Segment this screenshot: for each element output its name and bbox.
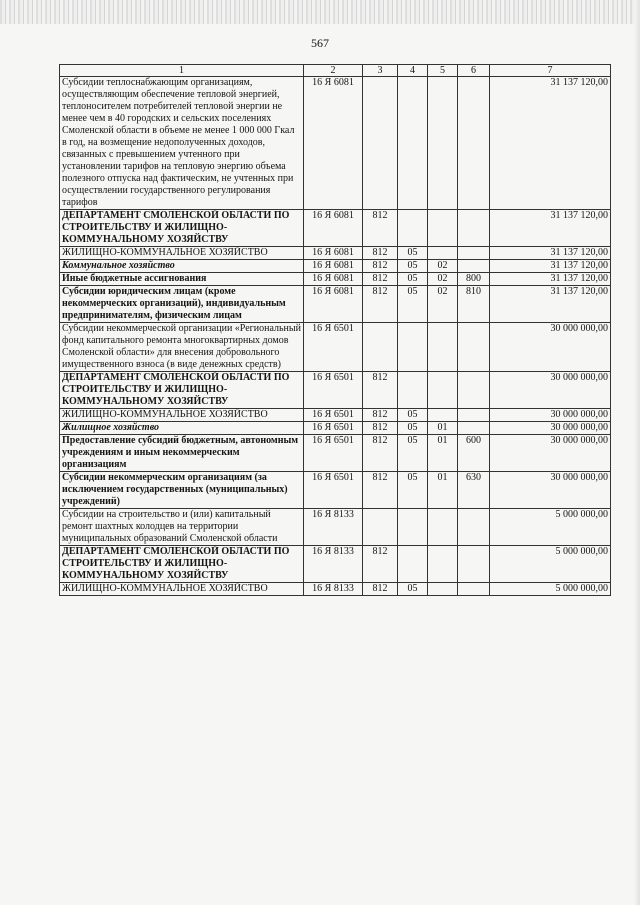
amount-cell: 5 000 000,00: [490, 546, 611, 583]
table-row: [60, 210, 611, 247]
target-article-cell: 16 Я 8133: [304, 546, 363, 583]
section-cell: 05: [398, 260, 428, 273]
table-row: [60, 422, 611, 435]
admin-code-cell: [363, 509, 398, 546]
section-cell: 05: [398, 435, 428, 472]
target-article-cell: 16 Я 6501: [304, 472, 363, 509]
table-row: [60, 77, 611, 210]
subsection-cell: 02: [428, 260, 458, 273]
amount-cell: 31 137 120,00: [490, 273, 611, 286]
admin-code-cell: 812: [363, 286, 398, 323]
table-header-row: [60, 65, 611, 77]
section-cell: 05: [398, 409, 428, 422]
amount-cell: 30 000 000,00: [490, 372, 611, 409]
amount-cell: 30 000 000,00: [490, 323, 611, 372]
expense-type-cell: [458, 77, 490, 210]
section-cell: [398, 509, 428, 546]
target-article-cell: 16 Я 6081: [304, 247, 363, 260]
row-name-cell: ДЕПАРТАМЕНТ СМОЛЕНСКОЙ ОБЛАСТИ ПО СТРОИТЕЛЬСТВУ И ЖИЛИЩНО-КОММУНАЛЬНОМУ ХОЗЯЙСТВУ: [60, 372, 304, 409]
amount-cell: 31 137 120,00: [490, 210, 611, 247]
subsection-cell: [428, 372, 458, 409]
scan-edge-shadow: [634, 0, 640, 905]
admin-code-cell: 812: [363, 210, 398, 247]
expense-type-cell: [458, 422, 490, 435]
amount-cell: 30 000 000,00: [490, 409, 611, 422]
admin-code-cell: 812: [363, 247, 398, 260]
row-name-cell: ЖИЛИЩНО-КОММУНАЛЬНОЕ ХОЗЯЙСТВО: [60, 409, 304, 422]
header-col-4: 4: [398, 65, 428, 77]
target-article-cell: 16 Я 6081: [304, 210, 363, 247]
header-col-2: 2: [304, 65, 363, 77]
table-row: [60, 509, 611, 546]
row-name-cell: Субсидии некоммерческим организациям (за исключением государственных (муниципальных) учреждений): [60, 472, 304, 509]
admin-code-cell: 812: [363, 435, 398, 472]
target-article-cell: 16 Я 8133: [304, 583, 363, 596]
amount-cell: 31 137 120,00: [490, 247, 611, 260]
row-name-cell: Коммунальное хозяйство: [60, 260, 304, 273]
section-cell: 05: [398, 273, 428, 286]
table-row: [60, 323, 611, 372]
expense-type-cell: [458, 546, 490, 583]
amount-cell: 31 137 120,00: [490, 260, 611, 273]
target-article-cell: 16 Я 6081: [304, 273, 363, 286]
expense-type-cell: 800: [458, 273, 490, 286]
page-number: 567: [311, 36, 329, 50]
section-cell: [398, 210, 428, 247]
section-cell: 05: [398, 286, 428, 323]
target-article-cell: 16 Я 8133: [304, 509, 363, 546]
row-name-cell: ДЕПАРТАМЕНТ СМОЛЕНСКОЙ ОБЛАСТИ ПО СТРОИТЕЛЬСТВУ И ЖИЛИЩНО-КОММУНАЛЬНОМУ ХОЗЯЙСТВУ: [60, 210, 304, 247]
section-cell: [398, 546, 428, 583]
target-article-cell: 16 Я 6501: [304, 323, 363, 372]
expense-type-cell: [458, 323, 490, 372]
header-col-7: 7: [490, 65, 611, 77]
header-col-5: 5: [428, 65, 458, 77]
amount-cell: 30 000 000,00: [490, 472, 611, 509]
amount-cell: 31 137 120,00: [490, 77, 611, 210]
row-name-cell: Иные бюджетные ассигнования: [60, 273, 304, 286]
admin-code-cell: [363, 77, 398, 210]
target-article-cell: 16 Я 6501: [304, 372, 363, 409]
table-row: [60, 435, 611, 472]
subsection-cell: [428, 546, 458, 583]
subsection-cell: 02: [428, 286, 458, 323]
subsection-cell: [428, 509, 458, 546]
table-row: [60, 583, 611, 596]
target-article-cell: 16 Я 6081: [304, 260, 363, 273]
row-name-cell: Субсидии на строительство и (или) капитальный ремонт шахтных колодцев на территории муниципальных образований Смоленской области: [60, 509, 304, 546]
row-name-cell: Жилищное хозяйство: [60, 422, 304, 435]
section-cell: [398, 372, 428, 409]
table-row: [60, 546, 611, 583]
amount-cell: 30 000 000,00: [490, 435, 611, 472]
subsection-cell: [428, 323, 458, 372]
admin-code-cell: [363, 323, 398, 372]
subsection-cell: [428, 409, 458, 422]
admin-code-cell: 812: [363, 372, 398, 409]
expense-type-cell: [458, 247, 490, 260]
scan-noise-top: [0, 0, 640, 24]
admin-code-cell: 812: [363, 422, 398, 435]
admin-code-cell: 812: [363, 409, 398, 422]
expense-type-cell: [458, 583, 490, 596]
header-col-6: 6: [458, 65, 490, 77]
target-article-cell: 16 Я 6501: [304, 435, 363, 472]
subsection-cell: 01: [428, 435, 458, 472]
section-cell: 05: [398, 422, 428, 435]
row-name-cell: Субсидии юридическим лицам (кроме некоммерческих организаций), индивидуальным предпринимателям, физическим лицам: [60, 286, 304, 323]
table-row: [60, 247, 611, 260]
header-col-3: 3: [363, 65, 398, 77]
row-name-cell: Субсидии теплоснабжающим организациям, осуществляющим обеспечение тепловой энергией, теплоносителем потребителей тепловой энергии не менее чем в 40 городских и сельских поселениях Смоленской области в объеме не менее 1 000 000 Гкал в год, на возмещение недополученных доходов, связанных с превышением учтенного при установлении тарифов на тепловую энергию объема полезного отпуска над фактическим, не учтенных при осуществлении государственного регулирования тарифов: [60, 77, 304, 210]
row-name-cell: Субсидии некоммерческой организации «Региональный фонд капитального ремонта многоквартирных домов Смоленской области» для внесения добровольного имущественного взноса (в виде денежных средств): [60, 323, 304, 372]
row-name-cell: Предоставление субсидий бюджетным, автономным учреждениям и иным некоммерческим организациям: [60, 435, 304, 472]
table-row: [60, 409, 611, 422]
row-name-cell: ЖИЛИЩНО-КОММУНАЛЬНОЕ ХОЗЯЙСТВО: [60, 583, 304, 596]
admin-code-cell: 812: [363, 583, 398, 596]
amount-cell: 30 000 000,00: [490, 422, 611, 435]
table-row: [60, 372, 611, 409]
table-body: [60, 65, 611, 596]
target-article-cell: 16 Я 6501: [304, 422, 363, 435]
header-col-1: 1: [60, 65, 304, 77]
subsection-cell: [428, 583, 458, 596]
subsection-cell: 01: [428, 422, 458, 435]
budget-table: [59, 64, 611, 596]
amount-cell: 5 000 000,00: [490, 509, 611, 546]
target-article-cell: 16 Я 6501: [304, 409, 363, 422]
expense-type-cell: [458, 210, 490, 247]
expense-type-cell: 810: [458, 286, 490, 323]
expense-type-cell: [458, 260, 490, 273]
section-cell: [398, 323, 428, 372]
table-row: [60, 260, 611, 273]
amount-cell: 5 000 000,00: [490, 583, 611, 596]
subsection-cell: 02: [428, 273, 458, 286]
expense-type-cell: [458, 509, 490, 546]
section-cell: 05: [398, 472, 428, 509]
admin-code-cell: 812: [363, 260, 398, 273]
subsection-cell: [428, 77, 458, 210]
subsection-cell: [428, 247, 458, 260]
table-row: [60, 472, 611, 509]
expense-type-cell: 630: [458, 472, 490, 509]
section-cell: [398, 77, 428, 210]
target-article-cell: 16 Я 6081: [304, 77, 363, 210]
subsection-cell: [428, 210, 458, 247]
amount-cell: 31 137 120,00: [490, 286, 611, 323]
admin-code-cell: 812: [363, 472, 398, 509]
expense-type-cell: [458, 409, 490, 422]
expense-type-cell: [458, 372, 490, 409]
target-article-cell: 16 Я 6081: [304, 286, 363, 323]
section-cell: 05: [398, 583, 428, 596]
admin-code-cell: 812: [363, 546, 398, 583]
table-row: [60, 286, 611, 323]
subsection-cell: 01: [428, 472, 458, 509]
section-cell: 05: [398, 247, 428, 260]
expense-type-cell: 600: [458, 435, 490, 472]
table-row: [60, 273, 611, 286]
row-name-cell: ДЕПАРТАМЕНТ СМОЛЕНСКОЙ ОБЛАСТИ ПО СТРОИТЕЛЬСТВУ И ЖИЛИЩНО-КОММУНАЛЬНОМУ ХОЗЯЙСТВУ: [60, 546, 304, 583]
row-name-cell: ЖИЛИЩНО-КОММУНАЛЬНОЕ ХОЗЯЙСТВО: [60, 247, 304, 260]
admin-code-cell: 812: [363, 273, 398, 286]
